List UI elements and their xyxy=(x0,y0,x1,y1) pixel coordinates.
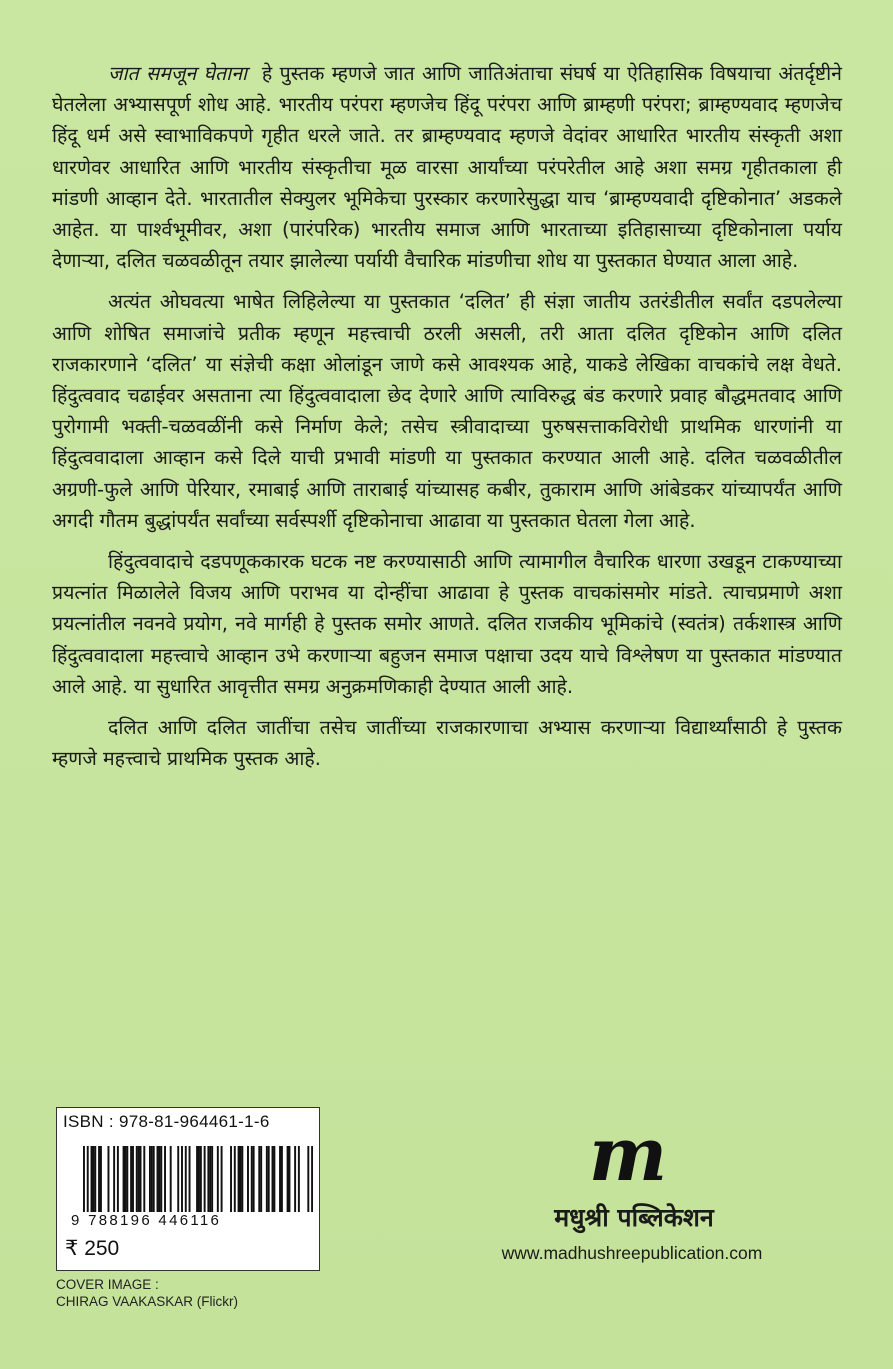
barcode-bar xyxy=(273,1146,275,1212)
barcode-bar xyxy=(138,1146,140,1212)
publisher-logo-icon xyxy=(588,1124,668,1190)
barcode-bar xyxy=(239,1146,241,1212)
barcode-bar xyxy=(94,1146,96,1212)
barcode-bar xyxy=(260,1146,262,1212)
barcode-bar xyxy=(136,1146,138,1212)
barcode-image xyxy=(83,1146,313,1212)
barcode-bar xyxy=(307,1146,309,1212)
barcode-bar xyxy=(113,1146,115,1212)
barcode-bar xyxy=(130,1146,132,1212)
barcode-bar xyxy=(185,1146,187,1212)
blurb-paragraph-1-text: हे पुस्तक म्हणजे जात आणि जातिअंताचा संघर्ष या ऐतिहासिक विषयाचा अंतर्दृष्टीने घेतलेला अभ्यासपूर्ण शोध आहे. भारतीय परंपरा म्हणजेच हिंदू परंपरा आणि ब्राम्हणी परंपरा; ब्राम्हण्यवाद म्हणजेच हिंदू धर्म असे स्वाभाविकपणे गृहीत धरले जाते. तर ब्राम्हण्यवाद म्हणजे वेदांवर आधारित भारतीय संस्कृती अशा धारणेवर आधारित आणि भारतीय संस्कृतीचा मूळ वारसा आर्यांच्या परंपरेतील आहे अशा समग्र गृहीतकाला ही मांडणी आव्हान देते. भारतातील सेक्युलर भूमिकेचा पुरस्कार करणारेसुद्धा याच ‘ब्राम्हण्यवादी दृष्टिकोनात’ अडकले आहेत. या पार्श्वभूमीवर, अशा (पारंपरिक) भारतीय समाज आणि भारताच्या इतिहासाच्या दृष्टिकोनाला पर्याय देणाऱ्या, दलित चळवळीतून तयार झालेल्या पर्यायी वैचारिक मांडणीचा शोध या पुस्तकात घेण्यात आला आहे. xyxy=(52,62,842,273)
cover-credit-label: COVER IMAGE : xyxy=(56,1277,159,1292)
barcode-bar xyxy=(98,1146,100,1212)
barcode-bar xyxy=(288,1146,290,1212)
barcode-bar xyxy=(181,1146,183,1212)
barcode-bar xyxy=(251,1146,253,1212)
barcode-bar xyxy=(198,1146,200,1212)
barcode-bar xyxy=(247,1146,249,1212)
barcode-bar xyxy=(151,1146,153,1212)
blurb-paragraph-4: दलित आणि दलित जातींचा तसेच जातींच्या राजकारणाचा अभ्यास करणाऱ्या विद्यार्थ्यांसाठी हे पुस्तक म्हणजे महत्त्वाचे प्राथमिक पुस्तक आहे. xyxy=(52,716,842,771)
barcode-bar xyxy=(92,1146,94,1212)
barcode-digits: 9 788196 446116 xyxy=(71,1212,222,1229)
blurb-paragraph-3: हिंदुत्ववादाचे दडपणूककारक घटक नष्ट करण्यासाठी आणि त्यामागील वैचारिक धारणा उखडून टाकण्याच्या प्रयत्नांत मिळालेले विजय आणि पराभव या दोन्हींचा आढावा हे पुस्तक वाचकांसमोर मांडते. त्याचप्रमाणे अशा प्रयत्नांतील नवनवे प्रयोग, नवे मार्गही हे पुस्तक समोर आणते. दलित राजकीय भूमिकांचे (स्वतंत्र) तर्कशास्त्र आणि हिंदुत्ववादाला महत्त्वाचे आव्हान उभे करणाऱ्या बहुजन समाज पक्षाचा उदय याचे विश्लेषण या पुस्तकात मांडण्यात आले आहे. या सुधारित आवृत्तीत समग्र अनुक्रमणिकाही देण्यात आली आहे. xyxy=(52,550,842,698)
barcode-bar xyxy=(207,1146,209,1212)
barcode-bar xyxy=(238,1146,240,1212)
barcode-bar xyxy=(258,1146,260,1212)
barcode-bar xyxy=(298,1146,300,1212)
barcode-bar xyxy=(287,1146,289,1212)
isbn-barcode-box xyxy=(56,1107,320,1271)
barcode-bar xyxy=(91,1146,93,1212)
barcode-bar xyxy=(196,1146,198,1212)
barcode-bar xyxy=(311,1146,313,1212)
barcode-bar xyxy=(124,1146,126,1212)
barcode-bar xyxy=(100,1146,102,1212)
barcode-bar xyxy=(108,1146,110,1212)
barcode-bar xyxy=(279,1146,281,1212)
barcode-bar xyxy=(294,1146,296,1212)
barcode-bar xyxy=(132,1146,134,1212)
barcode-bar xyxy=(221,1146,223,1212)
barcode-bar xyxy=(230,1146,232,1212)
barcode-bar xyxy=(157,1146,159,1212)
barcode-bar xyxy=(189,1146,191,1212)
publisher-name: मधुश्री पब्लिकेशन xyxy=(554,1203,714,1232)
barcode-bar xyxy=(117,1146,119,1212)
book-title-italic: जात समजून घेताना xyxy=(108,62,248,85)
barcode-bar xyxy=(253,1146,255,1212)
barcode-bar xyxy=(268,1146,270,1212)
barcode-bar xyxy=(164,1146,166,1212)
barcode-bar xyxy=(87,1146,89,1212)
barcode-bar xyxy=(140,1146,142,1212)
svg-text:m: m xyxy=(588,1124,668,1190)
cover-credit-name: CHIRAG VAAKASKAR (Flickr) xyxy=(56,1294,239,1309)
barcode-bar xyxy=(234,1146,236,1212)
publisher-url[interactable]: www.madhushreepublication.com xyxy=(501,1243,763,1263)
barcode-bar xyxy=(158,1146,160,1212)
blurb-paragraph-1 xyxy=(52,58,842,276)
barcode-bar xyxy=(211,1146,213,1212)
barcode-bar xyxy=(126,1146,128,1212)
cover-image-credit xyxy=(56,1276,238,1310)
barcode-bar xyxy=(209,1146,211,1212)
barcode-bar xyxy=(272,1146,274,1212)
barcode-bar xyxy=(160,1146,162,1212)
isbn-number: ISBN : 978-81-964461-1-6 xyxy=(63,1112,270,1131)
book-blurb xyxy=(52,58,842,784)
barcode-bar xyxy=(281,1146,283,1212)
price: ₹ 250 xyxy=(65,1237,120,1260)
barcode-bar xyxy=(143,1146,145,1212)
barcode-bar xyxy=(217,1146,219,1212)
barcode-bar xyxy=(177,1146,179,1212)
blurb-paragraph-2: अत्यंत ओघवत्या भाषेत लिहिलेल्या या पुस्तकात ‘दलित’ ही संज्ञा जातीय उतरंडीतील सर्वांत दडपलेल्या आणि शोषित समाजांचे प्रतीक म्हणून महत्त्वाची ठरली असली, तरी आता दलित दृष्टिकोन आणि दलित राजकारणाने ‘दलित’ या संज्ञेची कक्षा ओलांडून जाणे कसे आवश्यक आहे, याकडे लेखिका वाचकांचे लक्ष वेधते. हिंदुत्ववाद चढाईवर असताना त्या हिंदुत्ववादाला छेद देणारे आणि त्याविरुद्ध बंड करणारे प्रवाह बौद्धमतवाद आणि पुरोगामी भक्ती-चळवळींनी कसे निर्माण केले; तसेच स्त्रीवादाच्या पुरुषसत्ताकविरोधी प्राथमिक धारणांनी या हिंदुत्ववादाला आव्हान कसे दिले याची प्रभावी मांडणी या पुस्तकात करण्यात आली आहे. दलित चळवळीतील अग्रणी-फुले आणि पेरियार, रमाबाई आणि ताराबाई यांच्यासह कबीर, तुकाराम आणि आंबेडकर यांच्यापर्यंत आणि अगदी गौतम बुद्धांपर्यंत सर्वांच्या सर्वस्पर्शी दृष्टिकोनाचा आढावा या पुस्तकात घेतला गेला आहे. xyxy=(52,290,842,532)
barcode-bar xyxy=(266,1146,268,1212)
barcode-bar xyxy=(83,1146,85,1212)
barcode-bar xyxy=(241,1146,243,1212)
barcode-bar xyxy=(204,1146,206,1212)
barcode-bar xyxy=(149,1146,151,1212)
barcode-bar xyxy=(200,1146,202,1212)
barcode-bar xyxy=(153,1146,155,1212)
barcode-bar xyxy=(170,1146,172,1212)
barcode-bar xyxy=(123,1146,125,1212)
